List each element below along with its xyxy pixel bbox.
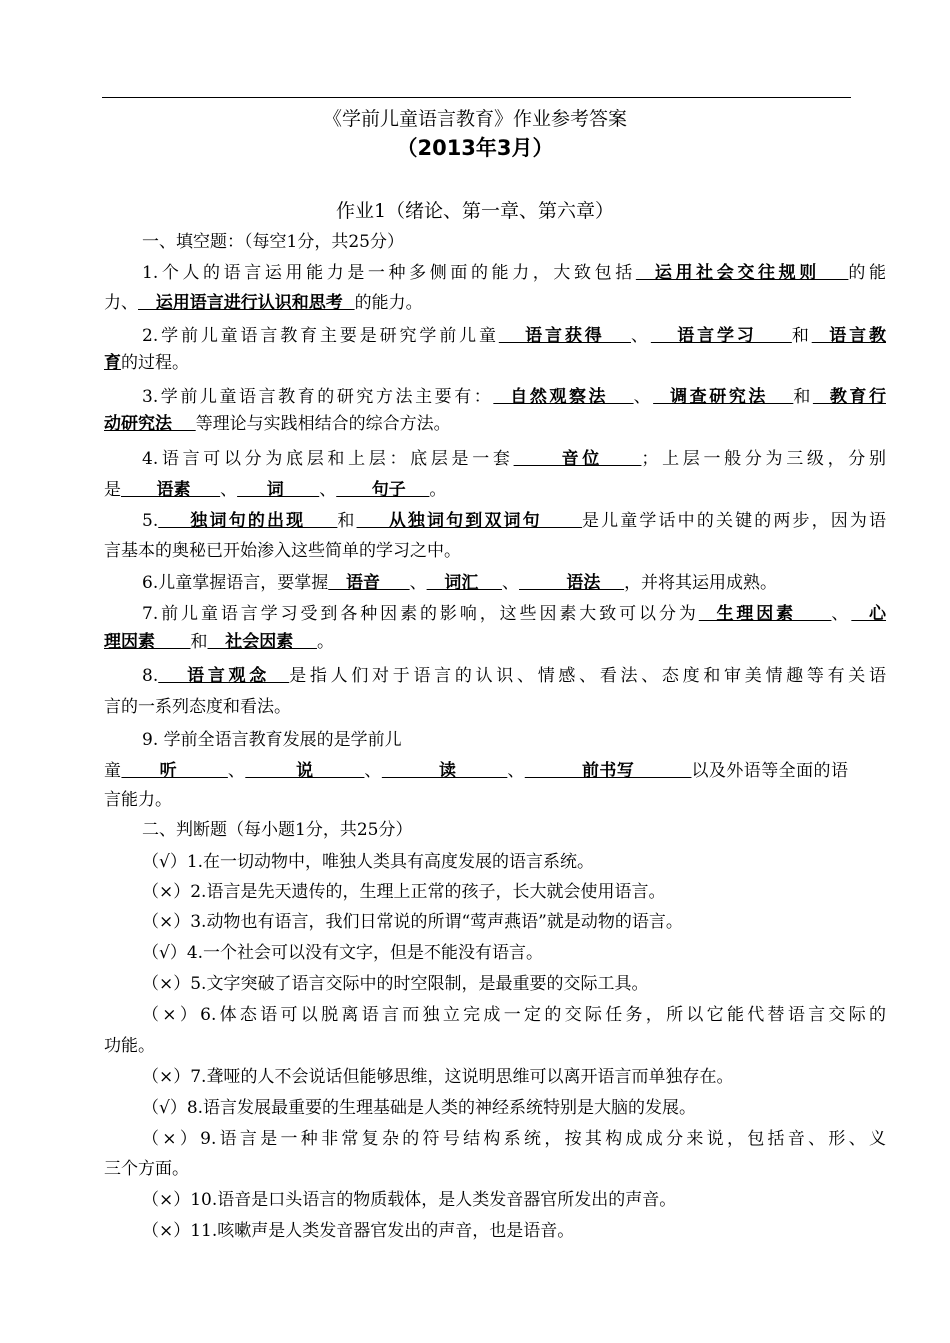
answer: 自然观察法: [493, 387, 634, 407]
tf-item: （×）5.文字突破了语言交际中的时空限制，是最重要的交际工具。: [142, 974, 649, 994]
q4-line2: 是 语素 、 词 、 句子 。: [104, 480, 447, 500]
assignment-heading: 作业1（绪论、第一章、第六章）: [335, 200, 615, 222]
q5-line1: 5. 独词句的出现 和 从独词句到双词句 是儿童学话中的关键的两步，因为语: [142, 511, 886, 531]
true-false-heading: 二、判断题（每小题1分，共25分）: [142, 820, 413, 840]
answer: 育: [104, 353, 121, 373]
answer: 词汇: [426, 573, 503, 593]
answer: 句子: [336, 480, 430, 500]
answer: 理因素: [104, 632, 191, 652]
q9-line1: 9. 学前全语言教育发展的是学前儿: [142, 730, 402, 750]
answer: 语法: [519, 573, 625, 593]
answer: 词: [237, 480, 320, 500]
answer: 语音: [328, 573, 410, 593]
tf-item: （×）3.动物也有语言，我们日常说的所谓“莺声燕语”就是动物的语言。: [142, 912, 683, 932]
answer: 音位: [513, 449, 642, 469]
tf-item-continued: 功能。: [104, 1036, 155, 1056]
tf-item: （×）11.咳嗽声是人类发音器官发出的声音，也是语音。: [142, 1221, 575, 1241]
answer: 语言学习: [650, 326, 792, 346]
answer: 运用语言进行认识和思考: [138, 293, 355, 313]
tf-item: （×）9.语言是一种非常复杂的符号结构系统，按其构成成分来说，包括音、形、义: [142, 1129, 886, 1149]
answer: 语言教: [811, 326, 887, 346]
q1-line2: 力、 运用语言进行认识和思考 的能力。: [104, 293, 423, 313]
q8-line1: 8. 语言观念 是指人们对于语言的认识、情感、看法、态度和审美情趣等有关语: [142, 666, 887, 686]
answer: 独词句的出现: [158, 511, 338, 531]
answer: 语言获得: [498, 326, 631, 346]
answer: 听: [121, 761, 228, 781]
tf-item: （×）7.聋哑的人不会说话但能够思维，这说明思维可以离开语言而单独存在。: [142, 1067, 734, 1087]
q1-line1: 1.个人的语言运用能力是一种多侧面的能力，大致包括 运用社会交往规则 的能: [142, 263, 887, 283]
q7-line2: 理因素 和 社会因素 。: [104, 632, 334, 652]
q3-line1: 3.学前儿童语言教育的研究方法主要有： 自然观察法 、 调查研究法 和 教育行: [142, 387, 886, 407]
q9-line3: 言能力。: [104, 790, 172, 810]
q5-line2: 言基本的奥秘已开始渗入这些简单的学习之中。: [104, 541, 461, 561]
answer: 前书写: [524, 761, 692, 781]
document-date: （2013年3月）: [396, 136, 554, 160]
q2-line1: 2.学前儿童语言教育主要是研究学前儿童 语言获得 、 语言学习 和 语言教: [142, 326, 887, 346]
answer: 说: [245, 761, 365, 781]
document-title: 《学前儿童语言教育》作业参考答案: [322, 108, 627, 130]
answer: 生理因素: [698, 604, 832, 624]
answer: 语素: [121, 480, 221, 500]
tf-item: （√）8.语言发展最重要的生理基础是人类的神经系统特别是大脑的发展。: [142, 1098, 697, 1118]
answer: 教育行: [812, 387, 886, 407]
answer: 从独词句到双词句: [356, 511, 583, 531]
tf-item: （×）2.语言是先天遗传的，生理上正常的孩子，长大就会使用语言。: [142, 882, 666, 902]
q7-line1: 7.前儿童语言学习受到各种因素的影响，这些因素大致可以分为 生理因素 、 心: [142, 604, 887, 624]
tf-item-continued: 三个方面。: [104, 1159, 189, 1179]
answer: 语言观念: [158, 666, 290, 686]
q4-line1: 4.语言可以分为底层和上层：底层是一套 音位 ；上层一般分为三级，分别: [142, 449, 886, 469]
answer: 社会因素: [207, 632, 317, 652]
answer: 动研究法: [104, 414, 196, 434]
tf-item: （√）4.一个社会可以没有文字，但是不能没有语言。: [142, 943, 544, 963]
answer: 运用社会交往规则: [635, 263, 849, 283]
answer: 读: [381, 761, 508, 781]
q2-line2: 育的过程。: [104, 353, 189, 373]
fill-in-heading: 一、填空题：（每空1分，共25分）: [142, 232, 404, 252]
q6-line1: 6.儿童掌握语言，要掌握 语音 、 词汇 、 语法 ，并将其运用成熟。: [142, 573, 778, 593]
tf-item: （×）10.语音是口头语言的物质载体，是人类发音器官所发出的声音。: [142, 1190, 677, 1210]
tf-item: （×）6.体态语可以脱离语言而独立完成一定的交际任务，所以它能代替语言交际的: [142, 1005, 886, 1025]
q8-line2: 言的一系列态度和看法。: [104, 697, 291, 717]
answer: 心: [851, 604, 887, 624]
header-rule: [102, 97, 851, 98]
tf-item: （√）1.在一切动物中，唯独人类具有高度发展的语言系统。: [142, 852, 595, 872]
answer: 调查研究法: [653, 387, 794, 407]
q3-line2: 动研究法 等理论与实践相结合的综合方法。: [104, 414, 451, 434]
q9-line2: 童 听 、 说 、 读 、 前书写 以及外语等全面的语: [104, 761, 848, 781]
